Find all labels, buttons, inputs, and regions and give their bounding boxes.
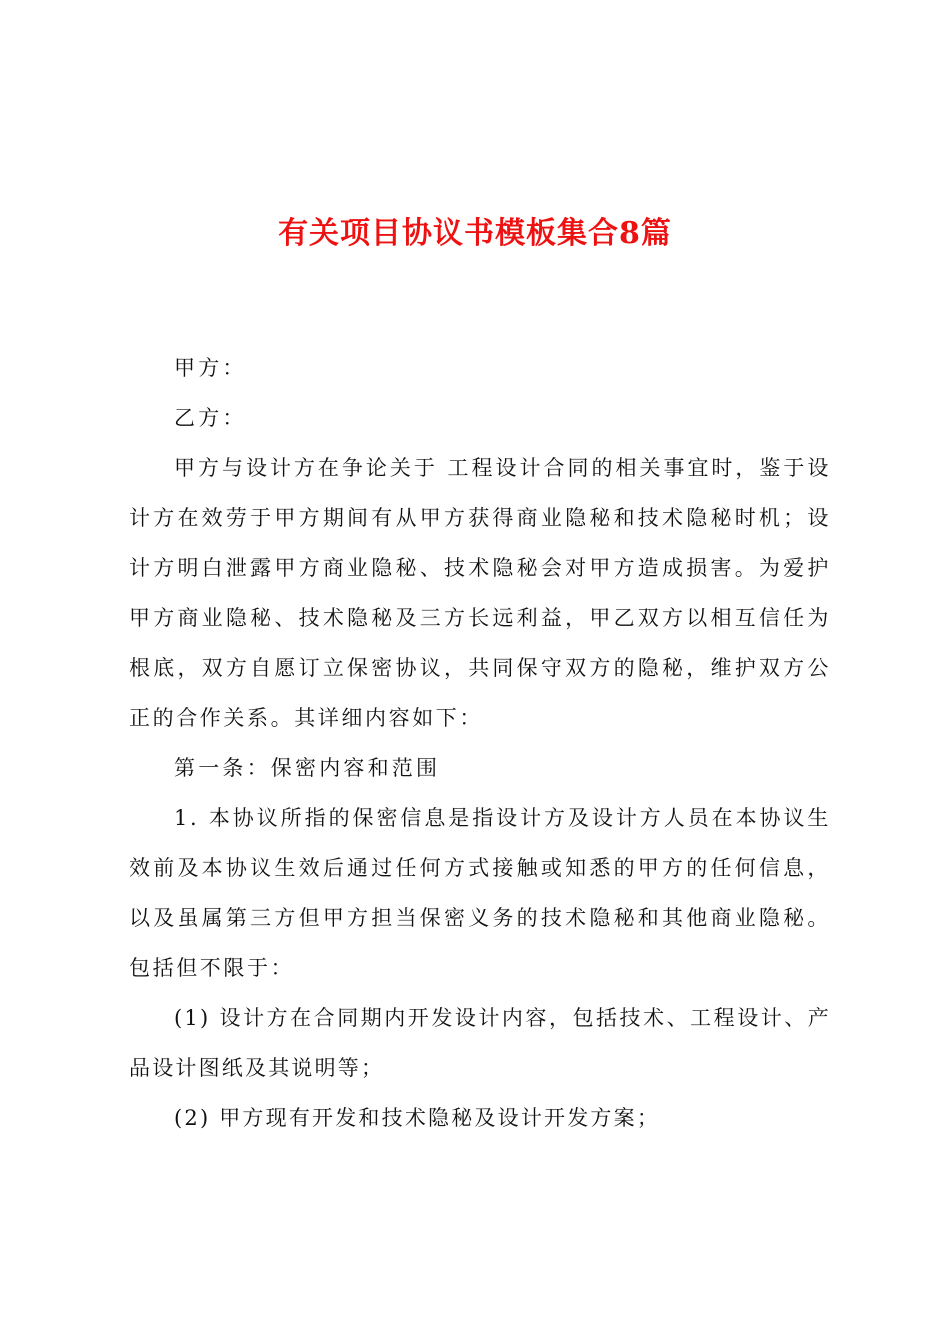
clause-1-item-2: (2) 甲方现有开发和技术隐秘及设计开发方案；	[174, 1106, 661, 1130]
party-a-line: 甲方：	[174, 356, 247, 380]
preamble-paragraph: 甲方与设计方在争论关于 工程设计合同的相关事宜时，鉴于设计方在效劳于甲方期间有从甲方获得商业隐秘和技术隐秘时机；设计方明白泄露甲方商业隐秘、技术隐秘会对甲方造成损害。为爱护甲方商业隐秘、技术隐秘及三方长远利益，甲乙双方以相互信任为根底，双方自愿订立保密协议，共同保守双方的隐秘，维护双方公正的合作关系。其详细内容如下：	[129, 456, 831, 730]
clause-1-paragraph: 1. 本协议所指的保密信息是指设计方及设计方人员在本协议生效前及本协议生效后通过任何方式接触或知悉的甲方的任何信息，以及虽属第三方但甲方担当保密义务的技术隐秘和其他商业隐秘。包括但不限于：	[129, 806, 831, 980]
party-b-line: 乙方：	[174, 406, 247, 430]
document-title: 有关项目协议书模板集合8篇	[278, 216, 672, 251]
document-body	[129, 343, 831, 1143]
clause-1-item-1: (1) 设计方在合同期内开发设计内容，包括技术、工程设计、产品设计图纸及其说明等；	[129, 1006, 831, 1080]
article-one-heading: 第一条：保密内容和范围	[174, 756, 441, 780]
